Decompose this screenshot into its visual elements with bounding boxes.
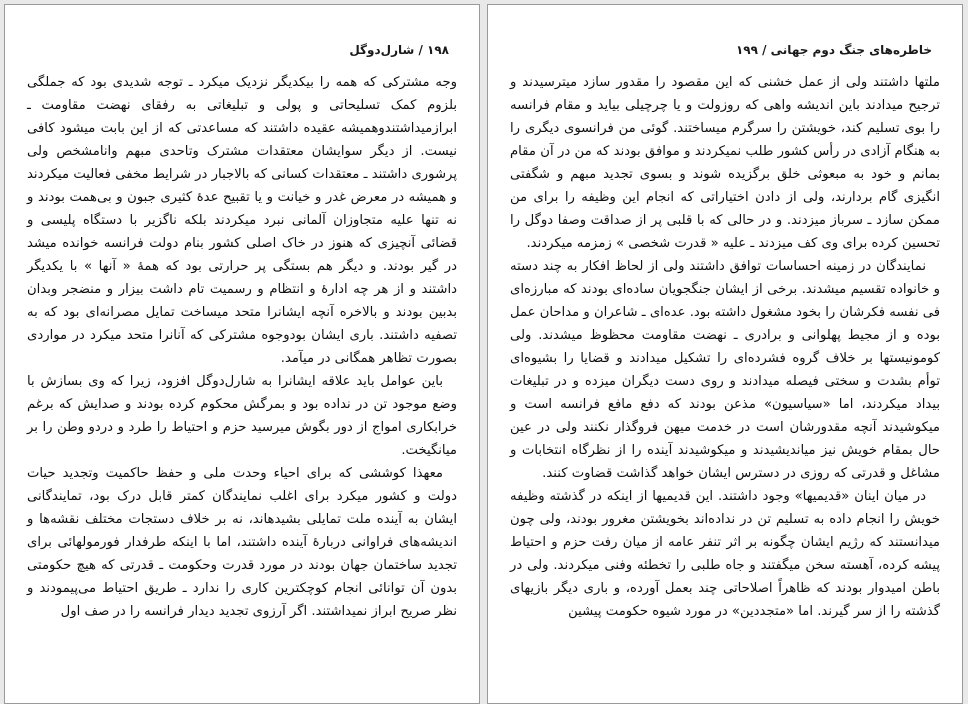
left-page [4,4,480,704]
right-page-header: خاطره‌های جنگ دوم جهانی / ۱۹۹ [735,43,932,57]
left-paragraph-2: باین عوامل باید علاقه ایشانرا به شارل‌دوگل افزود، زیرا که وی بسازش با وضع موجود تن در نداده بود و بمرگش محکوم کرده بودند و صدایش که برغم خرابکاری امواج از دور بگوش میرسید حزم و احتیاط را طرد و دردو وطن را بر میانگیخت. [27,374,457,458]
right-paragraph-2: نمایندگان در زمینه احساسات توافق داشتند ولی از لحاظ افکار به چند دسته و خانواده تقسیم میشدند. برخی از ایشان جنگجویان ساده‌ای بودند که مبارزه‌ای فی نفسه فکرشان را بخود مشغول داشته بود. عده‌ای ـ شاعران و مداحان عمل بوده و از مجیط پهلوانی و برادری ـ نهضت مقاومت محظوظ میشدند. ولی کومونیستها بر خلاف گروه فشرده‌ای را تشکیل میدادند و قضایا را بشیوه‌ای توأم بشدت و سختی فیصله میدادند و روی دست دیگران میزده و در تبلیغات بیداد میکردند، اما «سیاسیون» مذعن بودند که دفع مافع فرانسه است و میکوشیدند آنچه مقدورشان است در خدمت میهن فروگذار نکنند ولی در عین حال بمقام خویش نیز میاندیشیدند و میکوشیدند آینده را از نظرگاه انتخابات و مشاغل و قدرتی که روزی در دسترس ایشان خواهد گذاشت قضاوت کنند. [510,259,940,481]
left-paragraph-3: معهذا کوششی که برای احیاء وحدت ملی و حفظ حاکمیت وتجدید حیات دولت و کشور میکرد برای اغلب نمایندگان کمتر قابل درک بود، تمایندگانی ایشان به آینده ملت تمایلی بشیدهاند، نه بر خلاف دستجات مختلف نقشه‌ها و اندیشه‌های فراوانی دربارهٔ آینده داشتند، اما با اینکه طرفدار فورمولهائی برای تجدید ساختمان جهان بودند در مورد قدرت وحکومت ـ قدرتی که هیچ حکومتی بدون آن توانائی انجام کوچکترین کاری را ندارد ـ طریق احتیاط می‌پیمودند و نظر صریح ابراز نمیداشتند. اگر آرزوی تجدید دیدار فرانسه را در صف اول [27,466,457,619]
right-paragraph-1: ملتها داشتند ولی از عمل خشنی که این مقصود را مقدور سازد میترسیدند و ترجیح میدادند باین اندیشه واهی که روزولت و یا چرچیلی بیاید و مقام فرانسه را بوی تسلیم کند، خویشتن را سرگرم میساختند. گوئی من فرانسوی دیگری را به هنگام آزادی در رأس کشور طلب نمیکردند و موافق بودند که من در آن مقام بمانم و خود به مبعوثی خلق برگزیده شوند و بسوی تجدید مبهم و شگفتی انگیزی گام بردارند، ولی از دادن اختیاراتی که انجام این وظیفه را برای من ممکن سازد ـ سرباز میزدند. و در حالی که با قلبی پر از صداقت وصفا دوگل را تحسین کرده برای وی کف میزدند ـ علیه « قدرت شخصی » زمزمه میکردند. [510,75,940,251]
right-page [487,4,963,704]
right-paragraph-3: در میان اینان «قدیمیها» وجود داشتند. این قدیمیها از اینکه در گذشته وظیفه خویش را انجام داده به تسلیم تن در نداده‌اند بخویشتن مغرور بودند، ولی چون میدانستند که رژیم ایشان چگونه بر اثر تنفر عامه از میان رفت حزم و احتیاط پیشه کرده، آهسته سخن میگفتند و جاه طلبی را تخطئه وفنی میکردند. ولی در باطن امیدوار بودند که ظاهراً اصلاحاتی چند بعمل آورده، و باری دیگر بازیهای گذشته را از سر گیرند. اما «متجددین» در مورد شیوه حکومت پیشین [510,489,940,619]
left-paragraph-1: وجه مشترکی که همه را بیکدیگر نزدیک میکرد ـ توجه شدیدی بود که جملگی بلزوم کمک تسلیحاتی و پولی و تبلیغاتی به رفقای نهضت مقاومت ـ ابرازمیداشتندوهمیشه عقیده داشتند که مساعدتی که از این بابت میشود کافی نیست. از دیگر سوایشان معتقدات مشترک وتاحدی مبهم وانامشخص ولی پرشوری داشتند ـ معتقدات کسانی که بالاجبار در شرایط مخفی فعالیت میکردند و همیشه در معرض غدر و خیانت و یا تقبیح عدهٔ کثیری جبون و بی‌همت بودند و نه تنها علیه متجاوزان آلمانی نبرد میکردند بلکه ناگزیر با دستگاه پلیسی و قضائی آنچیزی که هنوز در خاک اصلی کشور بنام دولت فرانسه خوانده میشد در گیر بودند. و دیگر هم بستگی پر حرارتی بود که همهٔ « آنها » با یکدیگر داشتند و از هر چه ادارهٔ و انتظام و رسمیت تام داشت بیزار و منضجر وبدان بدبین بودند و بالاخره آنچه ایشانرا متحد میساخت تمایل مصرانه‌ای بود که به تصفیه داشتند. باری ایشان بودوجوه مشترکی که آنانرا متحد میکرد در مواردی بصورت تظاهر همگانی در میآمد. [27,75,457,366]
left-page-header: ۱۹۸ / شارل‌دوگل [349,43,449,57]
left-page-body [27,71,457,693]
right-page-body [510,71,940,693]
